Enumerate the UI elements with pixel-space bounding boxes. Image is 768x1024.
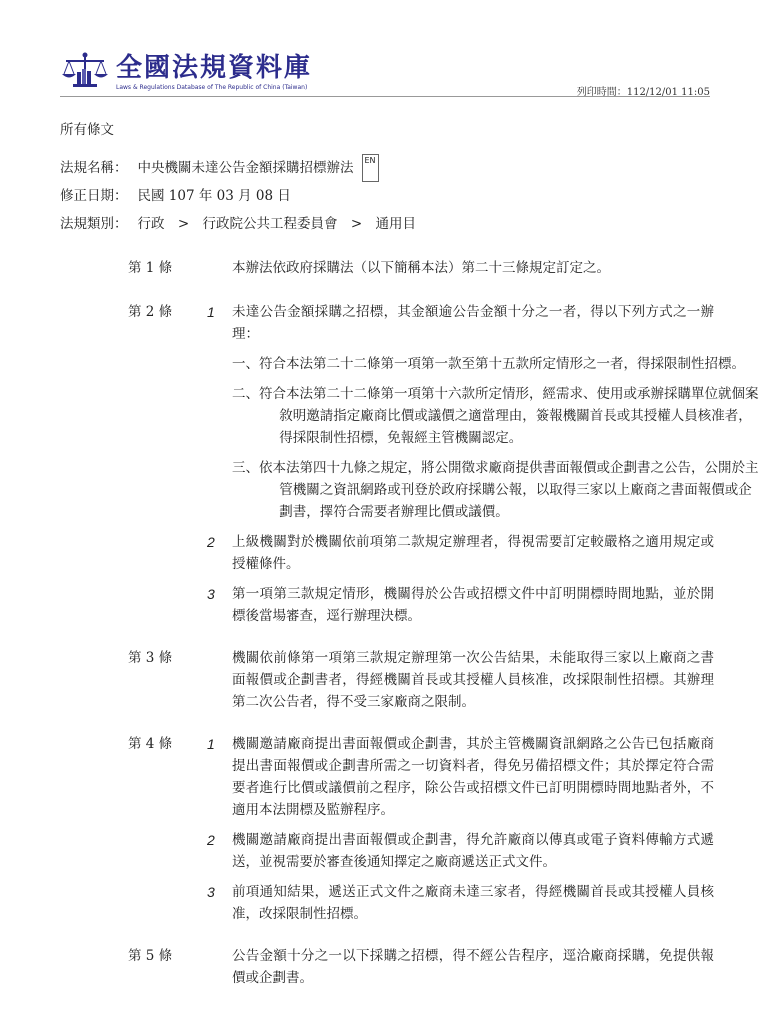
law-name-label: 法規名稱：: [60, 160, 128, 176]
article-paragraph: [0, 531, 768, 575]
category-level-3: 通用目: [375, 216, 416, 232]
section-title: 所有條文: [60, 122, 114, 138]
amend-date-value: 民國 107 年 03 月 08 日: [137, 188, 291, 204]
article-paragraph: [0, 945, 768, 989]
paragraph-item: 三、依本法第四十九條之規定，將公開徵求廠商提供書面報價或企劃書之公告，公開於主管機關之資訊網路或刊登於政府採購公報，以取得三家以上廠商之書面報價或企劃書，擇符合需要者辦理比價或議價。: [232, 460, 759, 520]
category-level-1: 行政: [137, 216, 165, 232]
article-paragraph: [0, 583, 768, 627]
amend-date-label: 修正日期：: [60, 188, 128, 204]
article-3: [0, 647, 768, 713]
paragraph-text: 上級機關對於機關依前項第二款規定辦理者，得視需要訂定較嚴格之適用規定或授權條件。: [232, 534, 714, 572]
breadcrumb-separator: >: [177, 216, 190, 232]
article-4: [0, 733, 768, 925]
article-list: [0, 257, 768, 989]
article-paragraph: [0, 733, 768, 821]
article-paragraph: [0, 881, 768, 925]
paragraph-item: 一、符合本法第二十二條第一項第一款至第十五款所定情形之一者，得採限制性招標。: [232, 356, 745, 372]
scales-and-books-icon: [60, 52, 110, 88]
paragraph-number: 3: [207, 884, 215, 900]
article-number: 第 2 條: [128, 304, 173, 320]
law-category-row: [60, 210, 416, 238]
law-name-row: [60, 154, 416, 182]
paragraph-text: 本辦法依政府採購法（以下簡稱本法）第二十三條規定訂定之。: [232, 260, 610, 276]
paragraph-text: 機關邀請廠商提出書面報價或企劃書，得允許廠商以傳真或電子資料傳輸方式遞送，並視需要於審查後通知擇定之廠商遞送正式文件。: [232, 832, 714, 870]
paragraph-number: 2: [207, 832, 215, 848]
article-paragraph: [0, 257, 768, 279]
article-number: 第 1 條: [128, 260, 173, 276]
article-1: [0, 257, 768, 279]
paragraph-number: 3: [207, 586, 215, 602]
law-name-value: 中央機關未達公告金額採購招標辦法: [137, 160, 354, 176]
article-number: 第 4 條: [128, 736, 173, 752]
paragraph-text: 未達公告金額採購之招標，其金額逾公告金額十分之一者，得以下列方式之一辦理：: [232, 304, 714, 342]
amend-date-row: [60, 182, 416, 210]
category-level-2: 行政院公共工程委員會: [202, 216, 338, 232]
paragraph-text: 公告金額十分之一以下採購之招標，得不經公告程序，逕洽廠商採購，免提供報價或企劃書。: [232, 948, 714, 986]
paragraph-text: 機關依前條第一項第三款規定辦理第一次公告結果，未能取得三家以上廠商之書面報價或企劃書者，得經機關首長或其授權人員核准，改採限制性招標。其辦理第二次公告者，得不受三家廠商之限制。: [232, 650, 714, 710]
page-header: [0, 0, 768, 100]
breadcrumb-separator: >: [350, 216, 363, 232]
paragraph-number: 1: [207, 736, 215, 752]
brand-subtitle: Laws & Regulations Database of The Republic of China (Taiwan): [116, 84, 308, 91]
article-number: 第 5 條: [128, 948, 173, 964]
paragraph-text: 前項通知結果，遞送正式文件之廠商未達三家者，得經機關首長或其授權人員核准，改採限制性招標。: [232, 884, 714, 922]
english-version-link[interactable]: EN: [362, 154, 379, 182]
article-paragraph: [0, 301, 768, 523]
paragraph-text: 機關邀請廠商提出書面報價或企劃書，其於主管機關資訊網路之公告已包括廠商提出書面報價或企劃書所需之一切資料者，得免另備招標文件；其於擇定符合需要者進行比價或議價前之程序，除公告或招標文件已訂明開標時間地點者外，不適用本法開標及監辦程序。: [232, 736, 714, 818]
law-metadata: [60, 154, 416, 238]
article-number: 第 3 條: [128, 650, 173, 666]
paragraph-number: 1: [207, 304, 215, 320]
print-timestamp: 列印時間：112/12/01 11:05: [576, 87, 710, 98]
article-5: [0, 945, 768, 989]
article-2: [0, 301, 768, 627]
article-paragraph: [0, 829, 768, 873]
law-category-label: 法規類別：: [60, 216, 128, 232]
article-paragraph: [0, 647, 768, 713]
paragraph-number: 2: [207, 534, 215, 550]
paragraph-item: 二、符合本法第二十二條第一項第十六款所定情形，經需求、使用或承辦採購單位就個案敘明邀請指定廠商比價或議價之適當理由，簽報機關首長或其授權人員核准者，得採限制性招標，免報經主管機關認定。: [232, 386, 759, 446]
paragraph-text: 第一項第三款規定情形，機關得於公告或招標文件中訂明開標時間地點，並於開標後當場審查，逕行辦理決標。: [232, 586, 714, 624]
brand-title: 全國法規資料庫: [116, 53, 313, 83]
header-divider: [60, 96, 710, 97]
